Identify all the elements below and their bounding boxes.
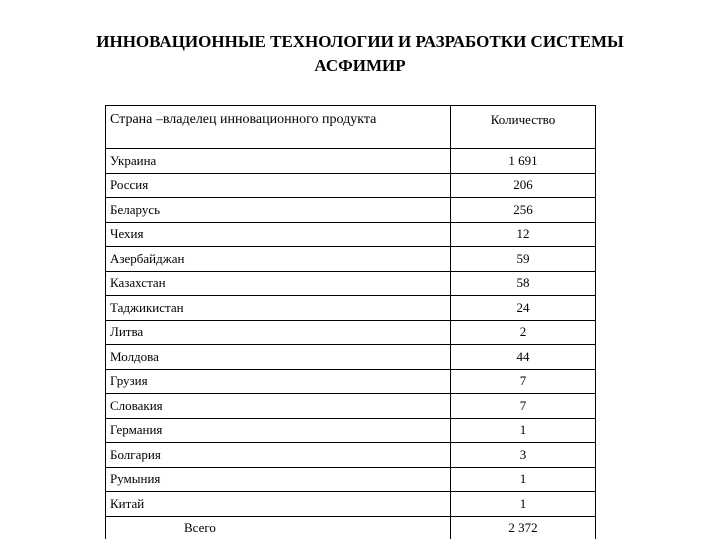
- country-cell: Беларусь: [106, 198, 451, 223]
- country-cell: Германия: [106, 418, 451, 443]
- table-row: [106, 443, 596, 468]
- total-row: [106, 516, 596, 539]
- country-cell: Таджикистан: [106, 296, 451, 321]
- count-cell: 7: [451, 394, 596, 419]
- country-cell: Молдова: [106, 345, 451, 370]
- country-cell: Румыния: [106, 467, 451, 492]
- title-line-1: ИННОВАЦИОННЫЕ ТЕХНОЛОГИИ И РАЗРАБОТКИ СИСТЕМЫ: [96, 32, 624, 51]
- country-cell: Россия: [106, 173, 451, 198]
- total-label: Всего: [106, 516, 451, 539]
- table-row: [106, 222, 596, 247]
- country-cell: Украина: [106, 149, 451, 174]
- country-cell: Словакия: [106, 394, 451, 419]
- count-cell: 1 691: [451, 149, 596, 174]
- table-row: [106, 467, 596, 492]
- country-cell: Казахстан: [106, 271, 451, 296]
- table-row: [106, 149, 596, 174]
- table-row: [106, 296, 596, 321]
- title-line-2: АСФИМИР: [314, 56, 406, 75]
- table-row: [106, 247, 596, 272]
- country-table: [105, 105, 596, 539]
- header-country: Страна –владелец инновационного продукта: [106, 106, 451, 149]
- country-cell: Китай: [106, 492, 451, 517]
- country-cell: Азербайджан: [106, 247, 451, 272]
- country-cell: Литва: [106, 320, 451, 345]
- table-row: [106, 198, 596, 223]
- page-title: [0, 30, 720, 78]
- table-row: [106, 173, 596, 198]
- table-row: [106, 345, 596, 370]
- table-row: [106, 320, 596, 345]
- count-cell: 7: [451, 369, 596, 394]
- table-row: [106, 394, 596, 419]
- count-cell: 1: [451, 418, 596, 443]
- country-cell: Чехия: [106, 222, 451, 247]
- table-row: [106, 271, 596, 296]
- count-cell: 59: [451, 247, 596, 272]
- count-cell: 44: [451, 345, 596, 370]
- count-cell: 206: [451, 173, 596, 198]
- header-row: [106, 106, 596, 149]
- count-cell: 256: [451, 198, 596, 223]
- country-cell: Болгария: [106, 443, 451, 468]
- count-cell: 24: [451, 296, 596, 321]
- count-cell: 3: [451, 443, 596, 468]
- count-cell: 2: [451, 320, 596, 345]
- table-row: [106, 369, 596, 394]
- table-row: [106, 492, 596, 517]
- country-cell: Грузия: [106, 369, 451, 394]
- table-row: [106, 418, 596, 443]
- header-count: Количество: [451, 106, 596, 149]
- count-cell: 1: [451, 467, 596, 492]
- count-cell: 1: [451, 492, 596, 517]
- count-cell: 58: [451, 271, 596, 296]
- count-cell: 12: [451, 222, 596, 247]
- total-count: 2 372: [451, 516, 596, 539]
